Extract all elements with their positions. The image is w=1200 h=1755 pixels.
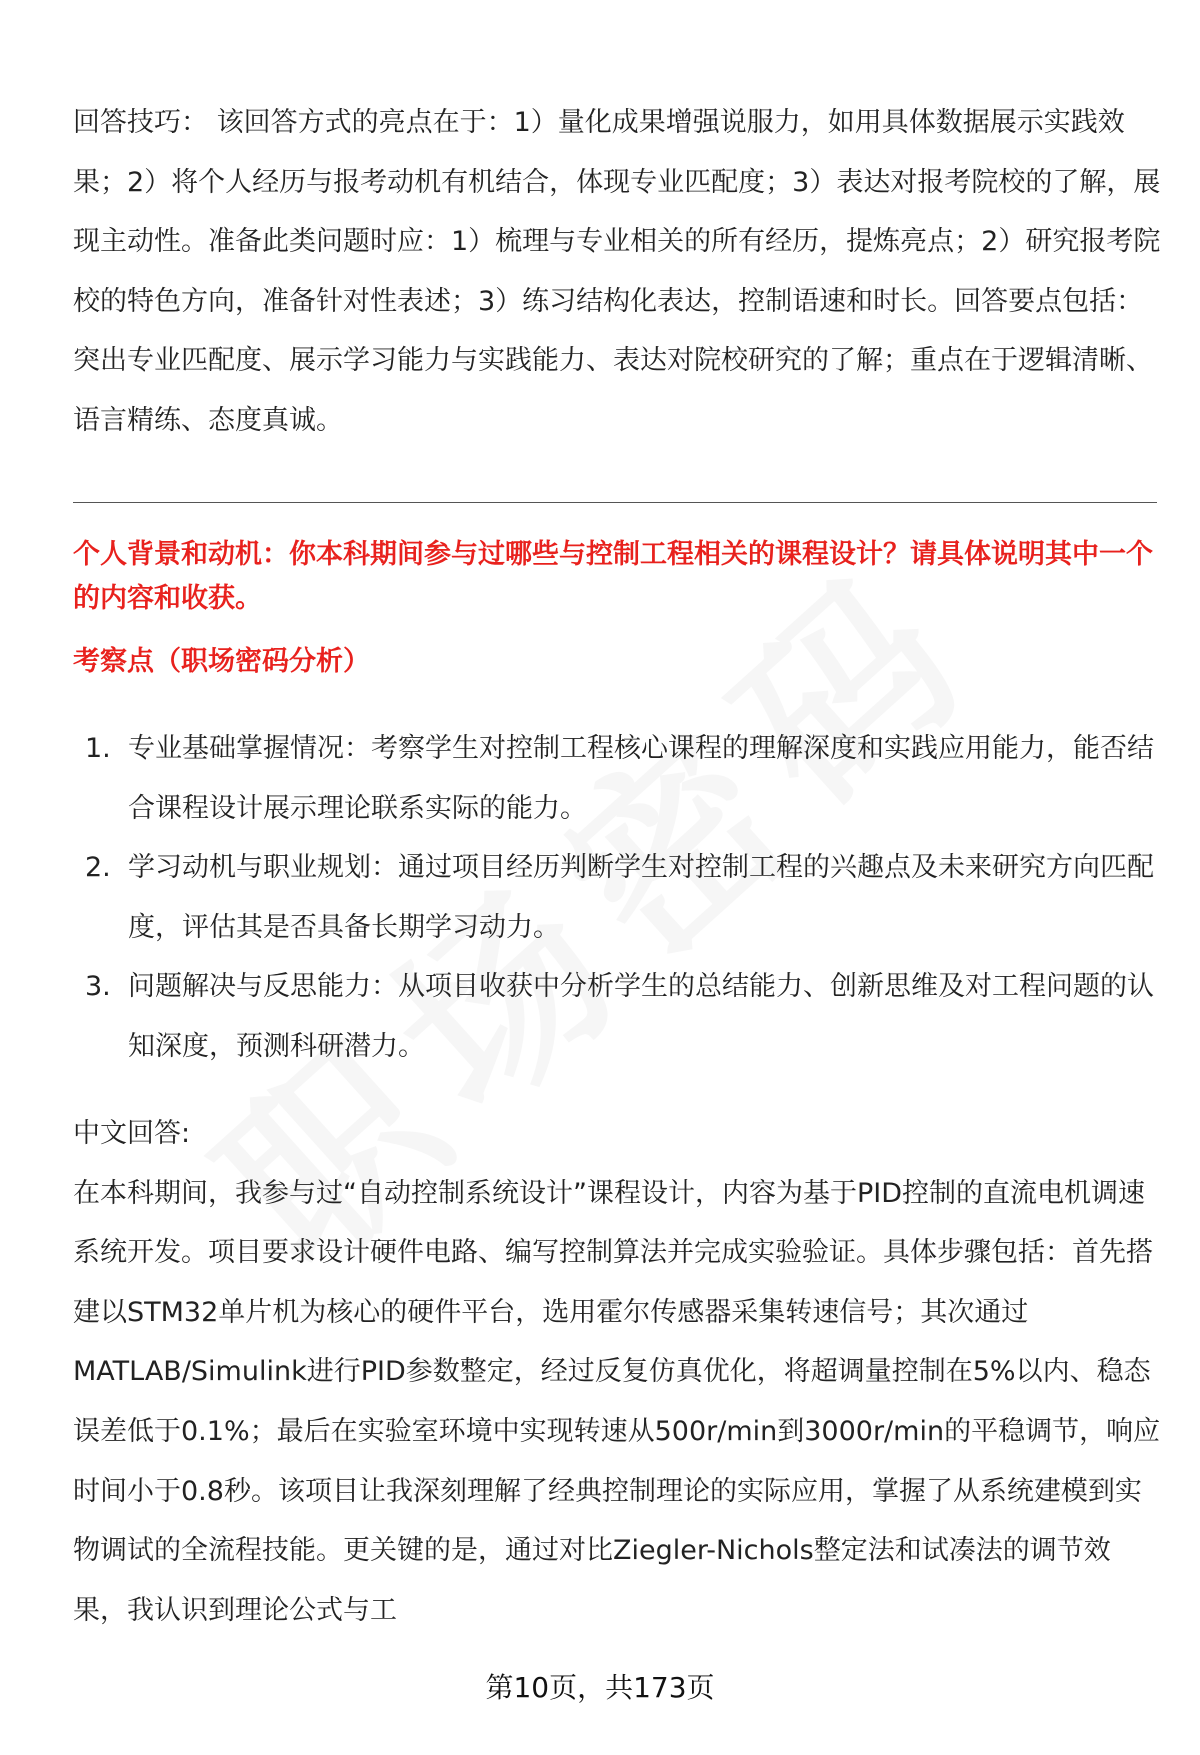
list-item-text: 专业基础掌握情况：考察学生对控制工程核心课程的理解深度和实践应用能力，能否结合课程设计展示理论联系实际的能力。 — [128, 733, 1154, 824]
list-item-number: 3. — [85, 971, 111, 1003]
list-item-number: 1. — [85, 733, 111, 764]
list-item-text: 问题解决与反思能力：从项目收获中分析学生的总结能力、创新思维及对工程问题的认知深度，预测科研潜力。 — [128, 971, 1154, 1062]
page-footer: 第10页，共173页 — [485, 1671, 715, 1704]
answer-tips-paragraph: 回答技巧： 该回答方式的亮点在于：1）量化成果增强说服力，如用具体数据展示实践效果；2）将个人经历与报考动机有机结合，体现专业匹配度；3）表达对报考院校的了解，展现主动性。准备此类问题时应：1）梳理与专业相关的所有经历，提炼亮点；2）研究报考院校的特色方向，准备针对性表述；3）练习结构化表达，控制语速和时长。回答要点包括：突出专业匹配度、展示学习能力与实践能力、表达对院校研究的了解；重点在于逻辑清晰、语言精练、态度真诚。 — [73, 107, 1161, 436]
question-title: 个人背景和动机：你本科期间参与过哪些与控制工程相关的课程设计？请具体说明其中一个的内容和收获。 — [73, 539, 1153, 614]
list-item — [73, 957, 1163, 1076]
answer-tips-section — [73, 93, 1163, 451]
section-divider — [73, 502, 1157, 503]
list-item — [73, 838, 1163, 957]
list-item-number: 2. — [85, 852, 111, 884]
list-item-text: 学习动机与职业规划：通过项目经历判断学生对控制工程的兴趣点及未来研究方向匹配度，评估其是否具备长期学习动力。 — [128, 852, 1154, 943]
question-section — [73, 533, 1163, 621]
exam-point-heading: 考察点（职场密码分析） — [73, 646, 370, 677]
answer-label: 中文回答: — [73, 1118, 191, 1149]
exam-point-section — [73, 640, 1163, 684]
list-item — [73, 719, 1163, 838]
exam-point-list — [73, 719, 1163, 1077]
exam-point-list-wrapper — [73, 719, 1163, 1077]
answer-section — [73, 1104, 1163, 1640]
answer-paragraph: 在本科期间，我参与过“自动控制系统设计”课程设计，内容为基于PID控制的直流电机调速系统开发。项目要求设计硬件电路、编写控制算法并完成实验验证。具体步骤包括：首先搭建以STM32单片机为核心的硬件平台，选用霍尔传感器采集转速信号；其次通过MATLAB/Simulink进行PID参数整定，经过反复仿真优化，将超调量控制在5%以内、稳态误差低于0.1%；最后在实验室环境中实现转速从500r/min到3000r/min的平稳调节，响应时间小于0.8秒。该项目让我深刻理解了经典控制理论的实际应用，掌握了从系统建模到实物调试的全流程技能。更关键的是，通过对比Ziegler-Nichols整定法和试凑法的调节效果，我认识到理论公式与工 — [73, 1177, 1161, 1626]
